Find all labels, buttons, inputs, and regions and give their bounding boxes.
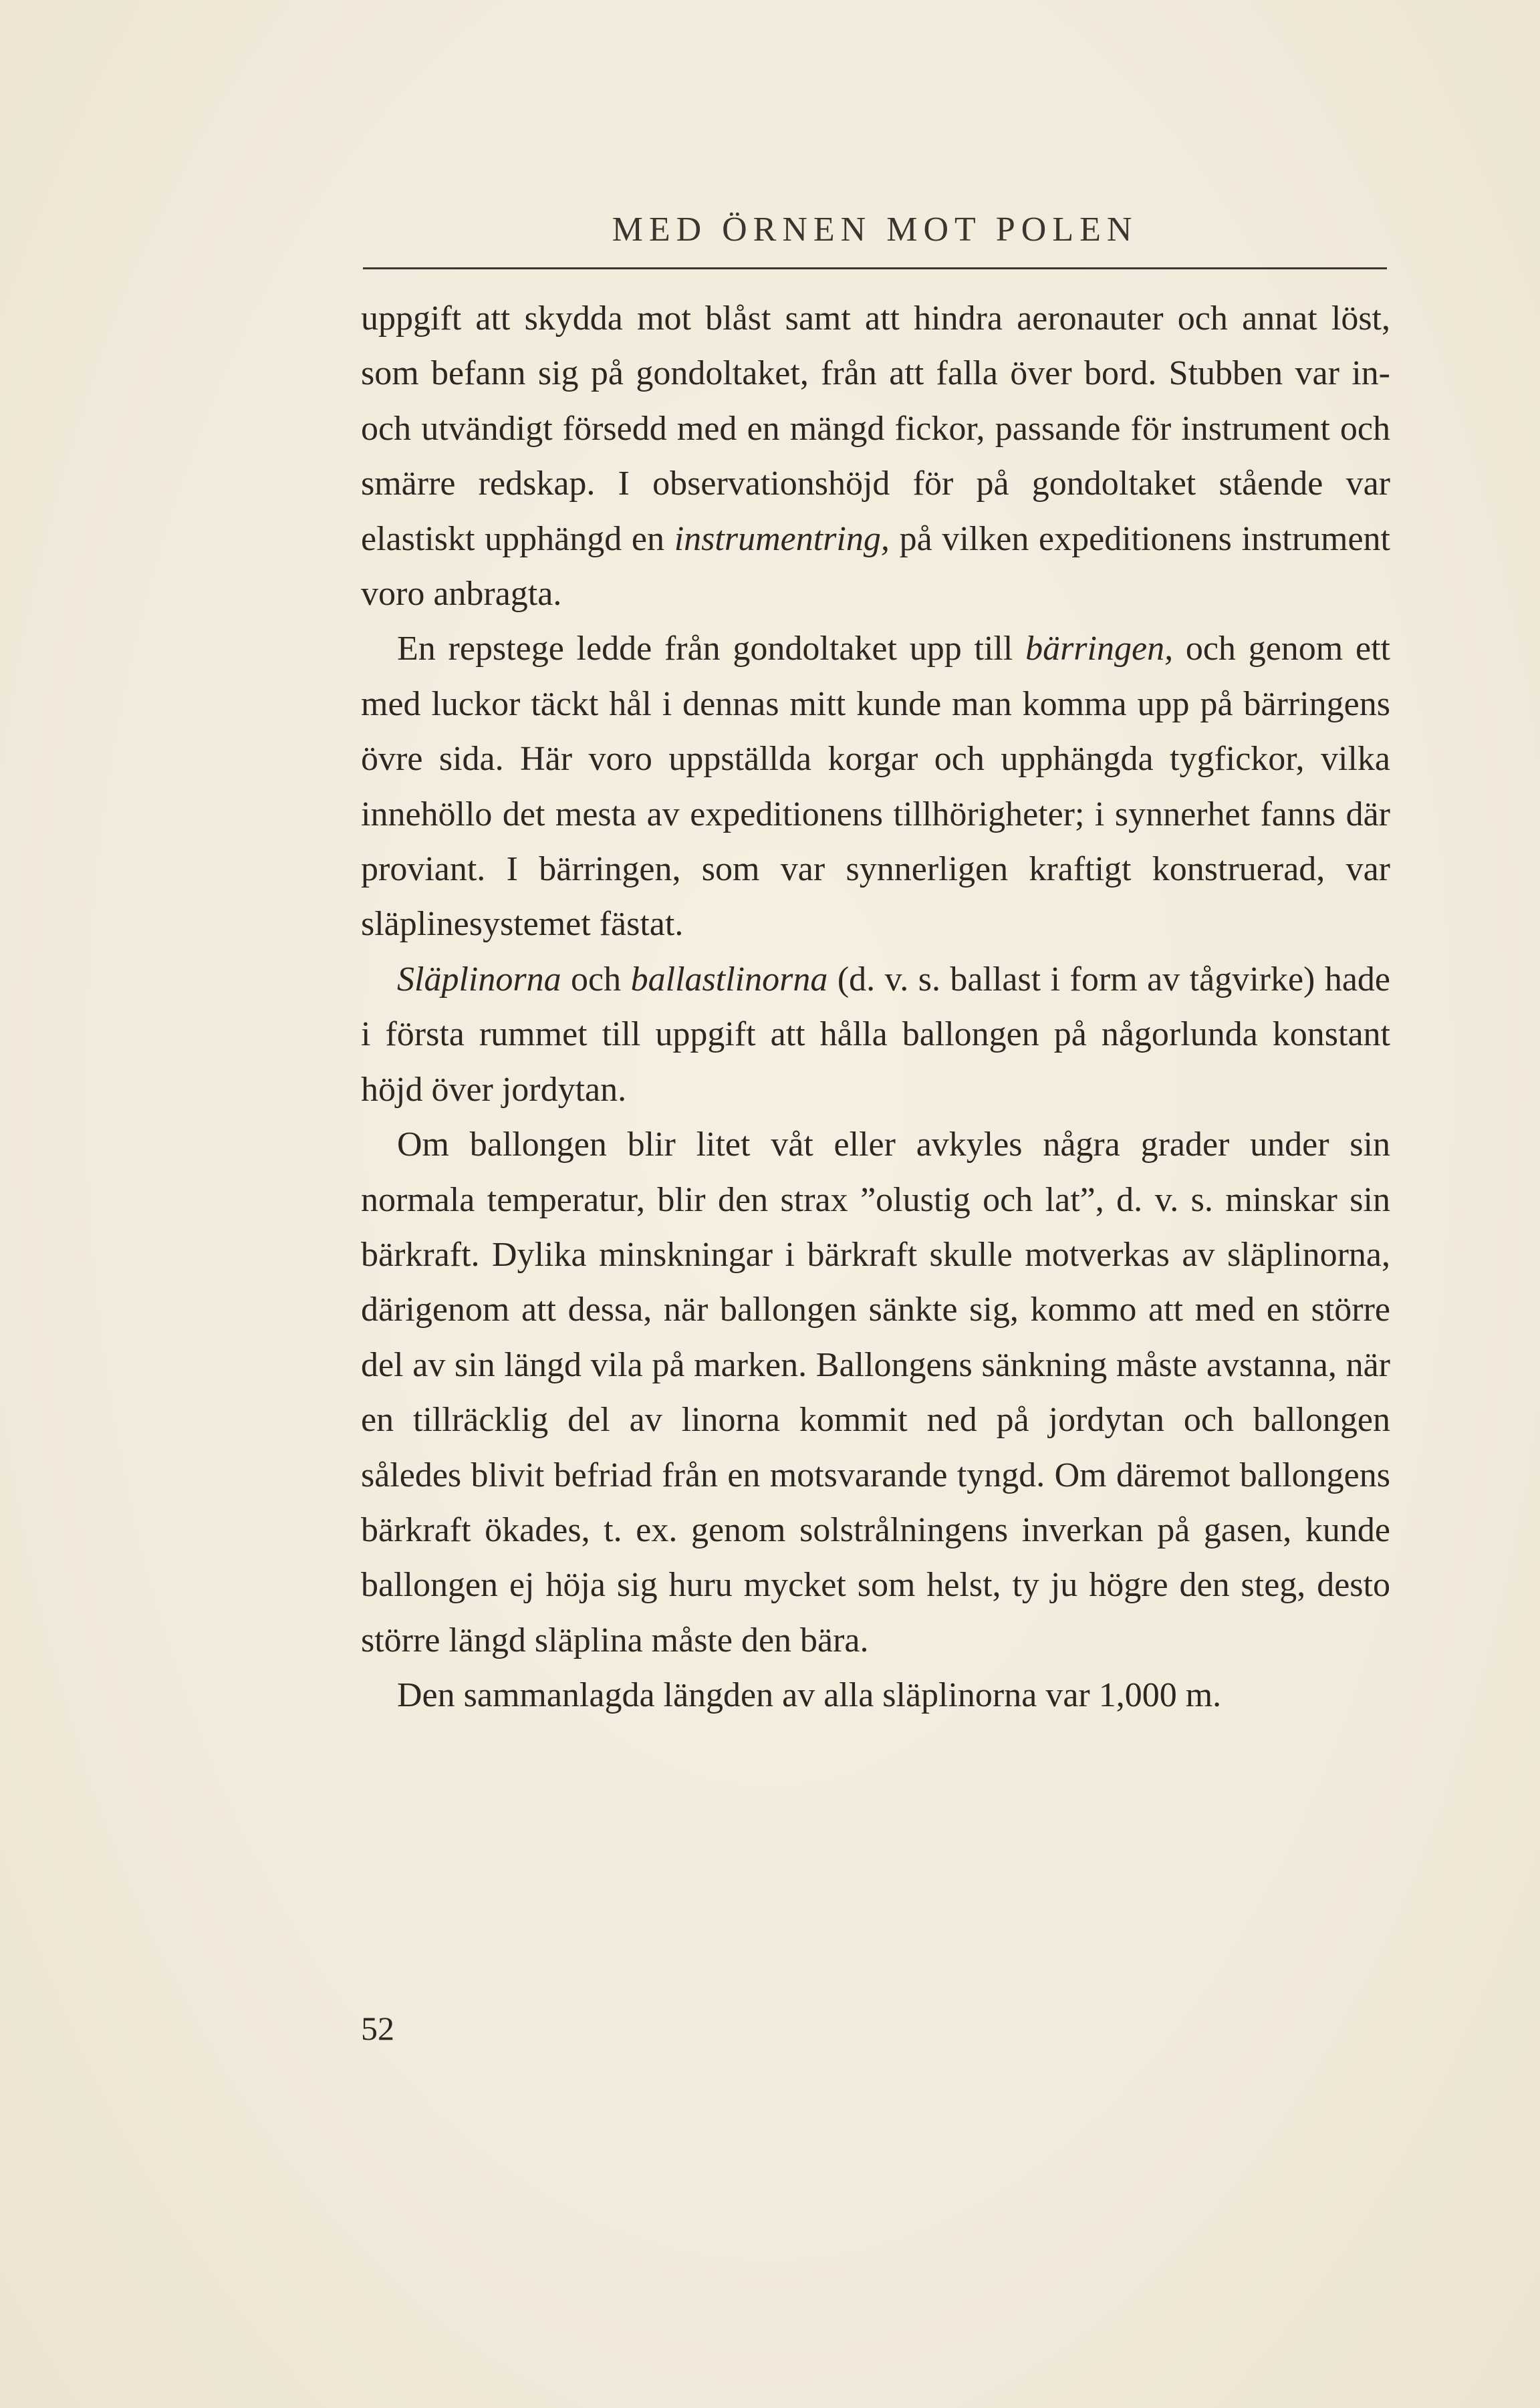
running-head <box>363 200 1387 269</box>
paragraph: Släplinorna och ballastlinorna (d. v. s. ballast i form av tågvirke) hade i första rummet till uppgift att hålla ballongen på någorlunda konstant höjd över jordytan. <box>361 960 1390 1109</box>
body-text <box>361 291 1390 1724</box>
italic-term: bärringen, <box>1025 630 1174 668</box>
paragraph: uppgift att skydda mot blåst samt att hindra aeronauter och annat löst, som befann sig på gondoltaket, från att falla över bord. Stubben var in- och utvändigt försedd med en mängd fickor, passande för instrument och smärre redskap. I observationshöjd för på gondoltaket stående var elastiskt upphängd en instrumentring, på vilken expeditionens instrument voro anbragta. <box>361 299 1390 614</box>
italic-term: instrumentring, <box>674 519 890 558</box>
paragraph: En repstege ledde från gondoltaket upp till bärringen, och genom ett med luckor täckt hål i dennas mitt kunde man komma upp på bärringens övre sida. Här voro uppställda korgar och upphängda tygfickor, vilka innehöllo det mesta av expeditionens tillhörigheter; i synnerhet fanns där proviant. I bärringen, som var synnerligen kraftigt konstruerad, var släplinesystemet fästat. <box>361 630 1390 944</box>
italic-term: ballastlinorna <box>630 960 828 998</box>
running-head-title: MED ÖRNEN MOT POLEN <box>612 211 1138 249</box>
paragraph: Om ballongen blir litet våt eller avkyles några grader under sin normala temperatur, blir den strax ”olustig och lat”, d. v. s. minskar sin bärkraft. Dylika minskningar i bärkraft skulle motverkas av släplinorna, därigenom att dessa, när ballongen sänkte sig, kommo att med en större del av sin längd vila på marken. Ballongens sänkning måste avstanna, när en tillräcklig del av linorna kommit ned på jordytan och ballongen således blivit befriad från en motsvarande tyngd. Om däremot ballongens bärkraft ökades, t. ex. genom solstrålningens inverkan på gasen, kunde ballongen ej höja sig huru mycket som helst, ty ju högre den steg, desto större längd släplina måste den bära. <box>361 1125 1390 1659</box>
italic-term: Släplinorna <box>397 960 561 998</box>
page-number: 52 <box>361 2010 394 2047</box>
paragraph: Den sammanlagda längden av alla släplinorna var 1,000 m. <box>397 1676 1222 1715</box>
